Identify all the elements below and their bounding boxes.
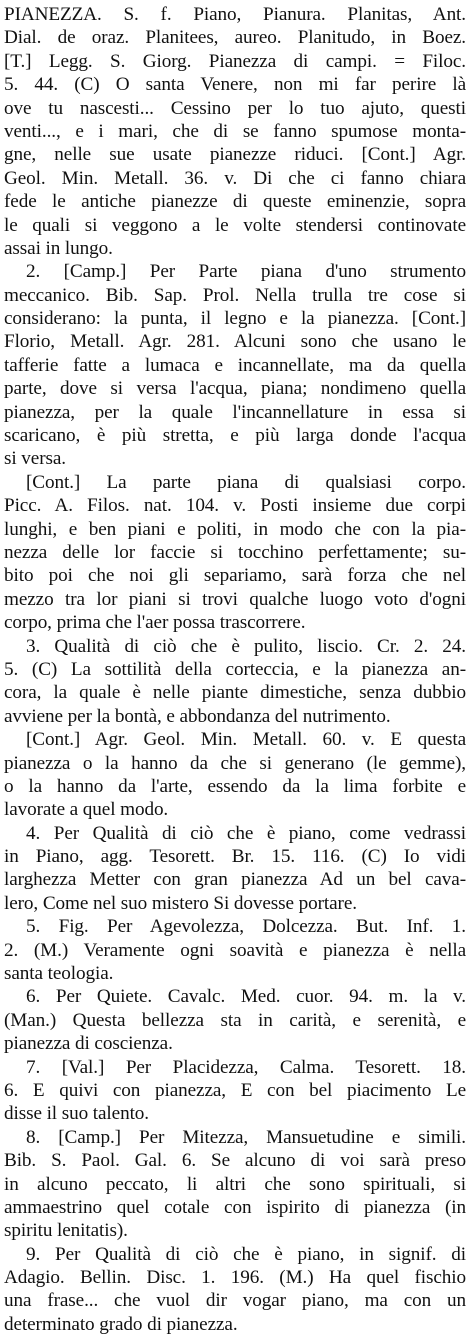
entry-text-line: pianezza di coscienza. [4, 1033, 173, 1055]
entry-text-line: cora, la quale è nelle piante dimestiche, senza dubbio [4, 682, 466, 704]
entry-text-line: pianezza, per la quale l'incannellature in essa si [4, 401, 466, 423]
entry-text-line: meccanico. Bib. Sap. Prol. Nella trulla tre cose si [4, 284, 466, 306]
entry-text-line: larghezza Metter con gran pianezza Ad un bel cava- [4, 869, 466, 891]
entry-text-line: 5. Fig. Per Agevolezza, Dolcezza. But. Inf. 1. [26, 916, 466, 938]
entry-text-line: avviene per la bontà, e abbondanza del nutrimento. [4, 705, 391, 727]
entry-text-line: pianezza o la hanno da che si generano (le gemme), [4, 752, 466, 774]
entry-text-line: 2. [Camp.] Per Parte piana d'uno strumento [26, 261, 466, 283]
entry-text-line: Picc. A. Filos. nat. 104. v. Posti insieme due corpi [4, 495, 466, 517]
entry-text-line: 6. Per Quiete. Cavalc. Med. cuor. 94. m. la v. [26, 986, 466, 1008]
entry-text-line: considerano: la punta, il legno e la pianezza. [Cont.] [4, 308, 466, 330]
entry-text-line: ammaestrino quel cotale con ispirito di pianezza (in [4, 1196, 466, 1218]
entry-text-line: le quali si veggono a le volte stendersi continovate [4, 214, 466, 236]
entry-text-line: disse il suo talento. [4, 1103, 149, 1125]
entry-text-line: Adagio. Bellin. Disc. 1. 196. (M.) Ha quel fischio [4, 1267, 466, 1289]
entry-text-line: gne, nelle sue usate pianezze riduci. [Cont.] Agr. [4, 144, 466, 166]
entry-text-line: 4. Per Qualità di ciò che è piano, come vedrassi [26, 822, 466, 844]
entry-text-line: 7. [Val.] Per Placidezza, Calma. Tesorett. 18. [26, 1056, 466, 1078]
entry-text-line: si versa. [4, 448, 66, 470]
entry-text-line: fede le antiche pianezze di queste eminenzie, sopra [4, 191, 466, 213]
entry-text-line: 8. [Camp.] Per Mitezza, Mansuetudine e simili. [26, 1126, 466, 1148]
entry-text-line: 5. 44. (C) O santa Venere, non mi far perire là [4, 74, 466, 96]
entry-text-line: lunghi, e ben piani e politi, in modo che con la pia- [4, 518, 466, 540]
entry-text-line: in Piano, agg. Tesorett. Br. 15. 116. (C) Io vidi [4, 846, 466, 868]
entry-text-line: parte, dove si versa l'acqua, piana; nondimeno quella [4, 378, 466, 400]
entry-text-line: 9. Per Qualità di ciò che è piano, in signif. di [26, 1243, 466, 1265]
entry-text-line: nezza delle lor faccie si tocchino perfettamente; su- [4, 541, 466, 563]
entry-text-line: (Man.) Questa bellezza sta in carità, e serenità, e [4, 1009, 466, 1031]
dictionary-entry-pianezza [4, 3, 466, 1336]
entry-text-line: una frase... che vuol dir vogar piano, ma con un [4, 1290, 466, 1312]
entry-text-line: mezzo tra lor piani si trovi qualche luogo voto d'ogni [4, 588, 466, 610]
entry-text-line: Dial. de oraz. Planitees, aureo. Planitudo, in Boez. [4, 27, 466, 49]
entry-text-line: Geol. Min. Metall. 36. v. Di che ci fanno chiara [4, 167, 466, 189]
entry-text-line: 3. Qualità di ciò che è pulito, liscio. Cr. 2. 24. [26, 635, 466, 657]
entry-text-line: tafferie fatte a lumaca e incannellate, ma da quella [4, 354, 466, 376]
entry-text-line: ove tu nascesti... Cessino per lo tuo ajuto, questi [4, 97, 466, 119]
entry-text-line: [T.] Legg. S. Giorg. Pianezza di campi. = Filoc. [4, 50, 466, 72]
entry-text-line: o la hanno da l'arte, essendo da la lima forbite e [4, 775, 466, 797]
entry-text-line: bito poi che noi gli separiamo, sarà forza che nel [4, 565, 466, 587]
entry-text-line: 6. E quivi con pianezza, E con bel piacimento Le [4, 1079, 466, 1101]
entry-text-line: corpo, prima che l'aer possa trascorrere. [4, 612, 306, 634]
entry-text-line: scaricano, è più stretta, e più larga donde l'acqua [4, 425, 466, 447]
entry-text-line: determinato grado di pianezza. [4, 1313, 238, 1335]
entry-text-line: venti..., e i mari, che di se fanno spumose monta- [4, 120, 466, 142]
entry-text-line: santa teologia. [4, 963, 114, 985]
entry-text-line: lero, Come nel suo mistero Si dovesse portare. [4, 892, 357, 914]
entry-headline: PIANEZZA. S. f. Piano, Pianura. Planitas, Ant. [4, 4, 466, 25]
entry-text-line: Florio, Metall. Agr. 281. Alcuni sono che usano le [4, 331, 466, 353]
entry-text-line: Bib. S. Paol. Gal. 6. Se alcuno di voi sarà preso [4, 1150, 466, 1172]
entry-text-line: [Cont.] La parte piana di qualsiasi corpo. [26, 471, 466, 493]
entry-text-line: lavorate a quel modo. [4, 799, 169, 821]
entry-text-line: [Cont.] Agr. Geol. Min. Metall. 60. v. E questa [26, 729, 466, 751]
entry-text-line: spiritu lenitatis). [4, 1220, 128, 1242]
entry-text-line: 2. (M.) Veramente ogni soavità e pianezza è nella [4, 939, 466, 961]
entry-text-line: assai in lungo. [4, 237, 113, 259]
entry-text-line: in alcuno peccato, li altri che sono spirituali, si [4, 1173, 466, 1195]
entry-text-line: 5. (C) La sottilità della corteccia, e la pianezza an- [4, 658, 466, 680]
